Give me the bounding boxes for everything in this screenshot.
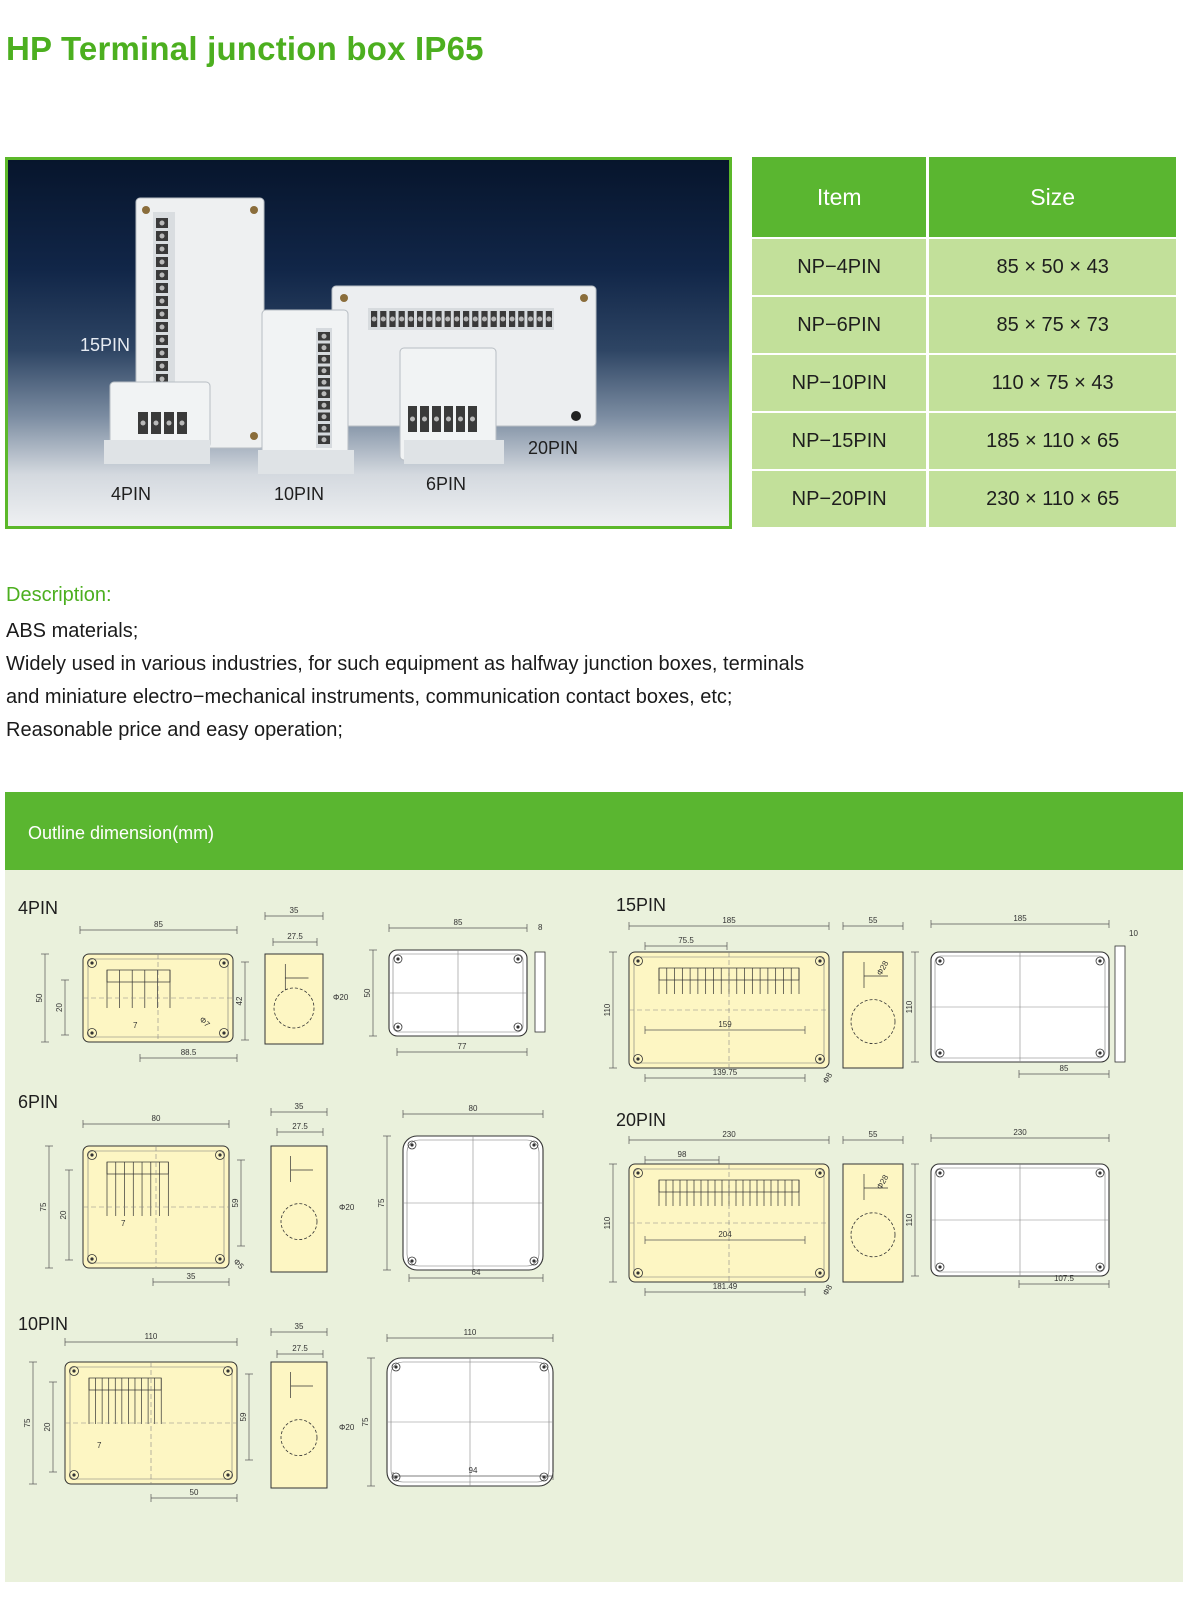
description-heading: Description: bbox=[6, 584, 112, 606]
screw-hole bbox=[532, 1259, 535, 1262]
size-table bbox=[752, 157, 1176, 527]
screw-hole bbox=[222, 961, 225, 964]
terminal-screw-head bbox=[160, 351, 165, 356]
dimension-label: 88.5 bbox=[180, 1048, 197, 1057]
dimension-label: 20 bbox=[59, 1210, 68, 1220]
dimension-label: 75 bbox=[39, 1202, 48, 1212]
table-row bbox=[752, 295, 1176, 353]
screw-hole bbox=[938, 1171, 941, 1174]
dimension-label: 85 bbox=[453, 918, 463, 927]
screw-hole bbox=[938, 959, 941, 962]
table-header-row bbox=[752, 157, 1176, 237]
screw-hole bbox=[1098, 1265, 1101, 1268]
page-title: HP Terminal junction box IP65 bbox=[6, 30, 484, 67]
terminal-screw-head bbox=[427, 317, 432, 322]
terminal-screw-head bbox=[500, 317, 505, 322]
screw-hole bbox=[516, 1025, 519, 1028]
description-section bbox=[6, 584, 956, 747]
dimension-label: 50 bbox=[35, 993, 44, 1003]
header-size: Size bbox=[926, 157, 1176, 237]
dimension-label: 27.5 bbox=[287, 932, 303, 941]
item-cell: NP−20PIN bbox=[752, 469, 926, 527]
screw-hole bbox=[1098, 1171, 1101, 1174]
terminal-screw-head bbox=[167, 421, 172, 426]
terminal-screw-head bbox=[445, 317, 450, 322]
dimension-label: Φ28 bbox=[874, 959, 891, 977]
item-cell: NP−4PIN bbox=[752, 237, 926, 295]
terminal-screw-head bbox=[160, 247, 165, 252]
dimension-label: Φ20 bbox=[333, 993, 349, 1002]
lid-view-20pin bbox=[905, 1128, 1109, 1288]
description-line: Reasonable price and easy operation; bbox=[6, 719, 343, 741]
terminal-screw-head bbox=[322, 437, 327, 442]
screw-hole bbox=[636, 1171, 639, 1174]
terminal-screw-head bbox=[528, 317, 533, 322]
terminal-screw-head bbox=[537, 317, 542, 322]
screw-hole bbox=[396, 957, 399, 960]
dimension-label: 107.5 bbox=[1053, 1274, 1075, 1283]
screw-hole bbox=[636, 959, 639, 962]
screw-hole bbox=[396, 1025, 399, 1028]
outline-heading-band bbox=[5, 792, 1183, 870]
dimension-label: 98 bbox=[677, 1150, 687, 1159]
description-line: and miniature electro−mechanical instruments, communication contact boxes, etc; bbox=[6, 686, 733, 708]
header-item: Item bbox=[752, 157, 926, 237]
screw-hole bbox=[226, 1369, 229, 1372]
lid-view-6pin bbox=[377, 1104, 543, 1282]
dimension-label: 55 bbox=[868, 1130, 878, 1139]
terminal-screw-head bbox=[491, 317, 496, 322]
dimension-label: 27.5 bbox=[292, 1344, 308, 1353]
screw-hole bbox=[90, 1257, 93, 1260]
dimension-label: 20 bbox=[55, 1003, 64, 1012]
screw-hole bbox=[90, 1153, 93, 1156]
side-outline bbox=[265, 954, 323, 1044]
screw-hole bbox=[542, 1365, 545, 1368]
box-10pin bbox=[258, 310, 354, 474]
side-view-10pin bbox=[271, 1322, 355, 1488]
side-outline bbox=[271, 1362, 327, 1488]
outline-drawings bbox=[5, 870, 1183, 1582]
dimension-label: 110 bbox=[603, 1216, 612, 1230]
terminal-screw-head bbox=[482, 317, 487, 322]
item-cell: NP−10PIN bbox=[752, 353, 926, 411]
photo-label-15pin: 15PIN bbox=[80, 335, 131, 355]
terminal-screw-head bbox=[160, 273, 165, 278]
dimension-label: 230 bbox=[1013, 1128, 1027, 1137]
screw-hole bbox=[1098, 1051, 1101, 1054]
plan-view-4pin bbox=[35, 920, 249, 1062]
dimension-label: 20 bbox=[43, 1422, 52, 1432]
screw-hole bbox=[938, 1051, 941, 1054]
photo-label-6pin: 6PIN bbox=[426, 474, 467, 494]
plan-view-10pin bbox=[23, 1332, 253, 1502]
dimension-label: 7 bbox=[97, 1441, 102, 1450]
terminal-screw-head bbox=[408, 317, 413, 322]
terminal-screw-head bbox=[510, 317, 515, 322]
terminal-screw-head bbox=[458, 417, 463, 422]
outline-heading: Outline dimension(mm) bbox=[28, 823, 215, 843]
table-row bbox=[752, 237, 1176, 295]
terminal-screw-head bbox=[470, 417, 475, 422]
terminal-screw-head bbox=[322, 380, 327, 385]
dimension-label: 110 bbox=[144, 1332, 158, 1341]
screw-hole bbox=[1098, 959, 1101, 962]
terminal-screw-head bbox=[160, 234, 165, 239]
screw-hole bbox=[410, 1143, 413, 1146]
dimension-label: 35 bbox=[294, 1102, 304, 1111]
dimension-label: 185 bbox=[722, 916, 736, 925]
side-view-4pin bbox=[265, 906, 349, 1044]
table-row bbox=[752, 411, 1176, 469]
screw-hole bbox=[218, 1153, 221, 1156]
dimension-label: Φ8 bbox=[820, 1071, 835, 1085]
screw-hole bbox=[226, 1473, 229, 1476]
terminal-screw-head bbox=[436, 317, 441, 322]
section-label-15pin: 15PIN bbox=[616, 895, 667, 915]
section-label-4pin: 4PIN bbox=[18, 898, 59, 918]
dimension-label: 110 bbox=[603, 1003, 612, 1017]
plan-view-15pin bbox=[603, 916, 834, 1085]
dimension-label: 230 bbox=[722, 1130, 736, 1139]
dimension-label: 50 bbox=[363, 988, 372, 998]
dimension-label: 59 bbox=[239, 1412, 248, 1422]
screw-hole bbox=[222, 1031, 225, 1034]
terminal-screw-head bbox=[546, 317, 551, 322]
screw-hole bbox=[394, 1365, 397, 1368]
screw-hole bbox=[516, 957, 519, 960]
terminal-screw-head bbox=[160, 312, 165, 317]
terminal-screw-head bbox=[464, 317, 469, 322]
section-label-6pin: 6PIN bbox=[18, 1092, 59, 1112]
terminal-screw-head bbox=[160, 364, 165, 369]
side-view-15pin bbox=[843, 916, 903, 1068]
dimension-label: 181.49 bbox=[712, 1282, 738, 1291]
terminal-screw-head bbox=[160, 377, 165, 382]
terminal-screw-head bbox=[322, 368, 327, 373]
terminal-screw-head bbox=[410, 417, 415, 422]
item-cell: NP−6PIN bbox=[752, 295, 926, 353]
plan-view-20pin bbox=[603, 1130, 834, 1297]
lid-edge bbox=[1115, 946, 1125, 1062]
dimension-label: Φ20 bbox=[339, 1423, 355, 1432]
terminal-screw-head bbox=[381, 317, 386, 322]
screw-hole bbox=[218, 1257, 221, 1260]
terminal-screw-head bbox=[473, 317, 478, 322]
dimension-label: 110 bbox=[905, 1000, 914, 1014]
terminal-screw-head bbox=[322, 334, 327, 339]
terminal-screw-head bbox=[180, 421, 185, 426]
dimension-label: 75 bbox=[23, 1418, 32, 1428]
dimension-drawings bbox=[5, 870, 1183, 1582]
dimension-label: 50 bbox=[189, 1488, 199, 1497]
section-label-10pin: 10PIN bbox=[18, 1314, 69, 1334]
dimension-label: 185 bbox=[1013, 914, 1027, 923]
terminal-screw-head bbox=[422, 417, 427, 422]
dimension-label: 8 bbox=[538, 923, 543, 932]
dimension-label: 7 bbox=[121, 1219, 126, 1228]
screw-hole bbox=[636, 1271, 639, 1274]
photo-label-4pin: 4PIN bbox=[111, 484, 152, 504]
terminal-screw-head bbox=[160, 286, 165, 291]
screw-hole bbox=[90, 1031, 93, 1034]
box-4pin bbox=[104, 382, 210, 464]
dimension-label: Φ5 bbox=[231, 1257, 246, 1272]
size-cell: 230 × 110 × 65 bbox=[926, 469, 1176, 527]
terminal-screw-head bbox=[399, 317, 404, 322]
screw-hole bbox=[818, 1271, 821, 1274]
terminal-screw-head bbox=[322, 414, 327, 419]
dimension-label: 7 bbox=[133, 1021, 138, 1030]
terminal-screw-head bbox=[372, 317, 377, 322]
lid-view-4pin bbox=[363, 918, 545, 1056]
terminal-screw-head bbox=[160, 299, 165, 304]
dimension-label: 75 bbox=[377, 1198, 386, 1208]
dimension-label: 77 bbox=[457, 1042, 467, 1051]
dimension-label: 64 bbox=[471, 1268, 481, 1277]
item-cell: NP−15PIN bbox=[752, 411, 926, 469]
terminal-screw-head bbox=[446, 417, 451, 422]
dimension-label: 59 bbox=[231, 1198, 240, 1208]
description-line: Widely used in various industries, for such equipment as halfway junction boxes, terminals bbox=[6, 653, 805, 675]
terminal-screw-head bbox=[322, 426, 327, 431]
dimension-label: 110 bbox=[905, 1213, 914, 1227]
side-view-6pin bbox=[271, 1102, 355, 1272]
dimension-label: Φ28 bbox=[874, 1173, 891, 1191]
size-cell: 185 × 110 × 65 bbox=[926, 411, 1176, 469]
dimension-label: 75.5 bbox=[678, 936, 694, 945]
terminal-screw-head bbox=[141, 421, 146, 426]
dimension-label: 159 bbox=[718, 1020, 732, 1029]
size-cell: 110 × 75 × 43 bbox=[926, 353, 1176, 411]
dimension-label: Φ8 bbox=[820, 1283, 835, 1297]
screw-hole bbox=[532, 1143, 535, 1146]
plan-view-6pin bbox=[39, 1114, 246, 1286]
table-row bbox=[752, 353, 1176, 411]
description-line: ABS materials; bbox=[6, 620, 139, 642]
terminal-screw-head bbox=[160, 221, 165, 226]
terminal-screw-head bbox=[322, 391, 327, 396]
photo-label-20pin: 20PIN bbox=[528, 438, 579, 458]
terminal-screw-head bbox=[434, 417, 439, 422]
side-outline bbox=[843, 952, 903, 1068]
lid-view-10pin bbox=[361, 1328, 553, 1486]
dimension-label: 42 bbox=[235, 996, 244, 1006]
lid-edge bbox=[535, 952, 545, 1032]
dimension-label: 139.75 bbox=[712, 1068, 738, 1077]
terminal-screw-head bbox=[322, 357, 327, 362]
size-cell: 85 × 50 × 43 bbox=[926, 237, 1176, 295]
terminal-screw-head bbox=[322, 345, 327, 350]
terminal-screw-head bbox=[160, 338, 165, 343]
dimension-label: Φ7 bbox=[197, 1015, 212, 1030]
dimension-label: 85 bbox=[1059, 1064, 1069, 1073]
terminal-screw-head bbox=[154, 421, 159, 426]
screw-hole bbox=[636, 1057, 639, 1060]
screw-hole bbox=[818, 1171, 821, 1174]
screw-hole bbox=[410, 1259, 413, 1262]
dimension-label: 35 bbox=[289, 906, 299, 915]
dimension-label: 35 bbox=[294, 1322, 304, 1331]
screw-hole bbox=[90, 961, 93, 964]
product-photo bbox=[5, 157, 732, 529]
section-label-20pin: 20PIN bbox=[616, 1110, 667, 1130]
dimension-label: 75 bbox=[361, 1417, 370, 1427]
box-6pin bbox=[400, 348, 504, 464]
dimension-label: 10 bbox=[1129, 929, 1138, 938]
side-view-20pin bbox=[843, 1130, 903, 1282]
dimension-label: 80 bbox=[151, 1114, 161, 1123]
screw-hole bbox=[818, 1057, 821, 1060]
dimension-label: Φ20 bbox=[339, 1203, 355, 1212]
side-outline bbox=[843, 1164, 903, 1282]
side-outline bbox=[271, 1146, 327, 1272]
screw-hole bbox=[72, 1369, 75, 1372]
terminal-screw-head bbox=[519, 317, 524, 322]
dimension-label: 110 bbox=[463, 1328, 477, 1337]
dimension-label: 55 bbox=[868, 916, 878, 925]
terminal-screw-head bbox=[160, 325, 165, 330]
dimension-label: 85 bbox=[154, 920, 163, 929]
size-cell: 85 × 75 × 73 bbox=[926, 295, 1176, 353]
screw-hole bbox=[818, 959, 821, 962]
terminal-screw-head bbox=[160, 260, 165, 265]
dimension-label: 80 bbox=[468, 1104, 478, 1113]
terminal-screw-head bbox=[322, 403, 327, 408]
lid-view-15pin bbox=[905, 914, 1138, 1078]
table-row bbox=[752, 469, 1176, 527]
screw-hole bbox=[72, 1473, 75, 1476]
terminal-screw-head bbox=[390, 317, 395, 322]
dimension-label: 94 bbox=[468, 1466, 478, 1475]
terminal-screw-head bbox=[454, 317, 459, 322]
screw-hole bbox=[938, 1265, 941, 1268]
terminal-screw-head bbox=[418, 317, 423, 322]
dimension-label: 204 bbox=[718, 1230, 732, 1239]
photo-label-10pin: 10PIN bbox=[274, 484, 325, 504]
dimension-label: 35 bbox=[186, 1272, 196, 1281]
dimension-label: 27.5 bbox=[292, 1122, 308, 1131]
